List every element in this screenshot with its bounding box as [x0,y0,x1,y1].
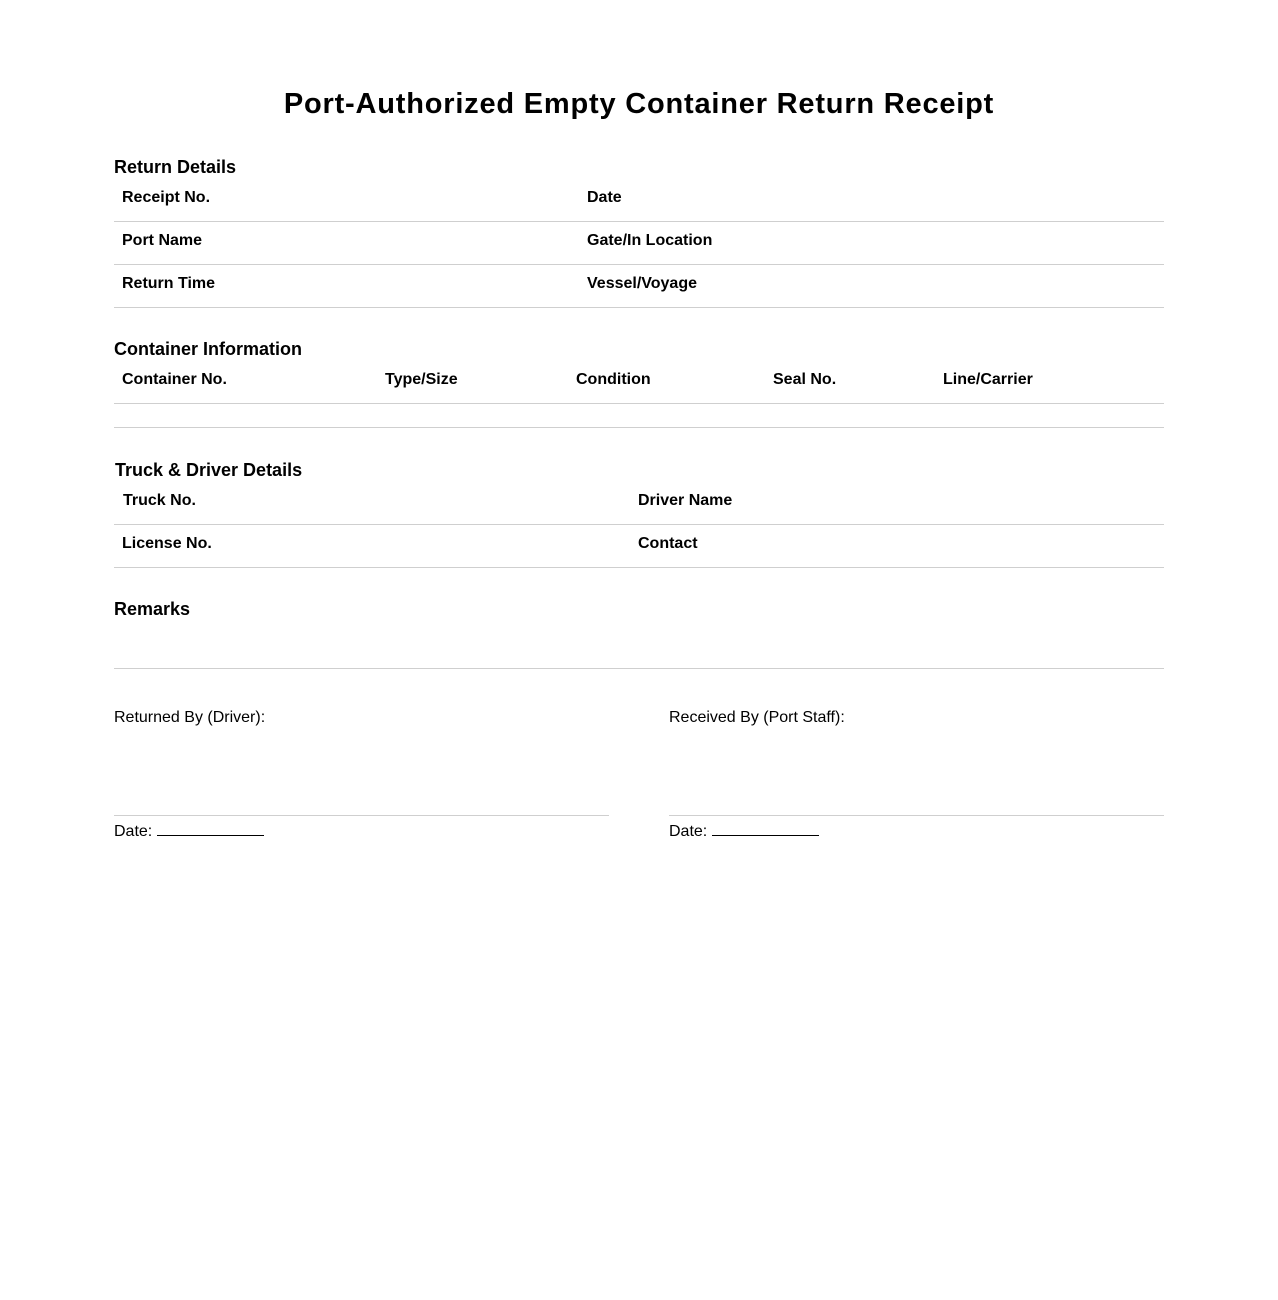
returned-by-label: Returned By (Driver): [114,709,266,726]
container-table-row [114,404,1164,428]
truck-driver-heading: Truck & Driver Details [115,460,303,480]
return-details-row [114,221,1164,265]
receipt-no-label: Receipt No. [122,189,211,206]
received-by-label: Received By (Port Staff): [669,709,845,726]
vessel-voyage-label: Vessel/Voyage [587,275,697,292]
driver-signature-line [114,815,609,816]
remarks-heading: Remarks [114,599,191,619]
driver-name-label: Driver Name [638,492,733,509]
container-information-heading: Container Information [114,339,302,359]
driver-date-blank [157,820,264,836]
contact-label: Contact [638,535,698,552]
container-table-header [114,360,1164,404]
return-time-label: Return Time [122,275,216,292]
return-details-row [114,264,1164,308]
driver-date-field [114,820,264,841]
truck-driver-row [114,481,1164,525]
container-no-column: Container No. [122,371,227,388]
gate-in-location-label: Gate/In Location [587,232,713,249]
port-name-label: Port Name [122,232,203,249]
driver-date-label: Date: [114,823,153,840]
document-title: Port-Authorized Empty Container Return Receipt [283,88,995,120]
license-no-label: License No. [122,535,212,552]
staff-date-label: Date: [669,823,708,840]
return-details-heading: Return Details [114,157,237,177]
line-carrier-column: Line/Carrier [943,371,1033,388]
type-size-column: Type/Size [385,371,458,388]
staff-signature-line [669,815,1164,816]
seal-no-column: Seal No. [773,371,837,388]
remarks-field [114,625,1164,669]
condition-column: Condition [576,371,651,388]
return-details-row [114,178,1164,222]
staff-date-blank [712,820,819,836]
staff-date-field [669,820,819,841]
date-label: Date [587,189,622,206]
truck-driver-row [114,524,1164,568]
truck-no-label: Truck No. [123,492,196,509]
